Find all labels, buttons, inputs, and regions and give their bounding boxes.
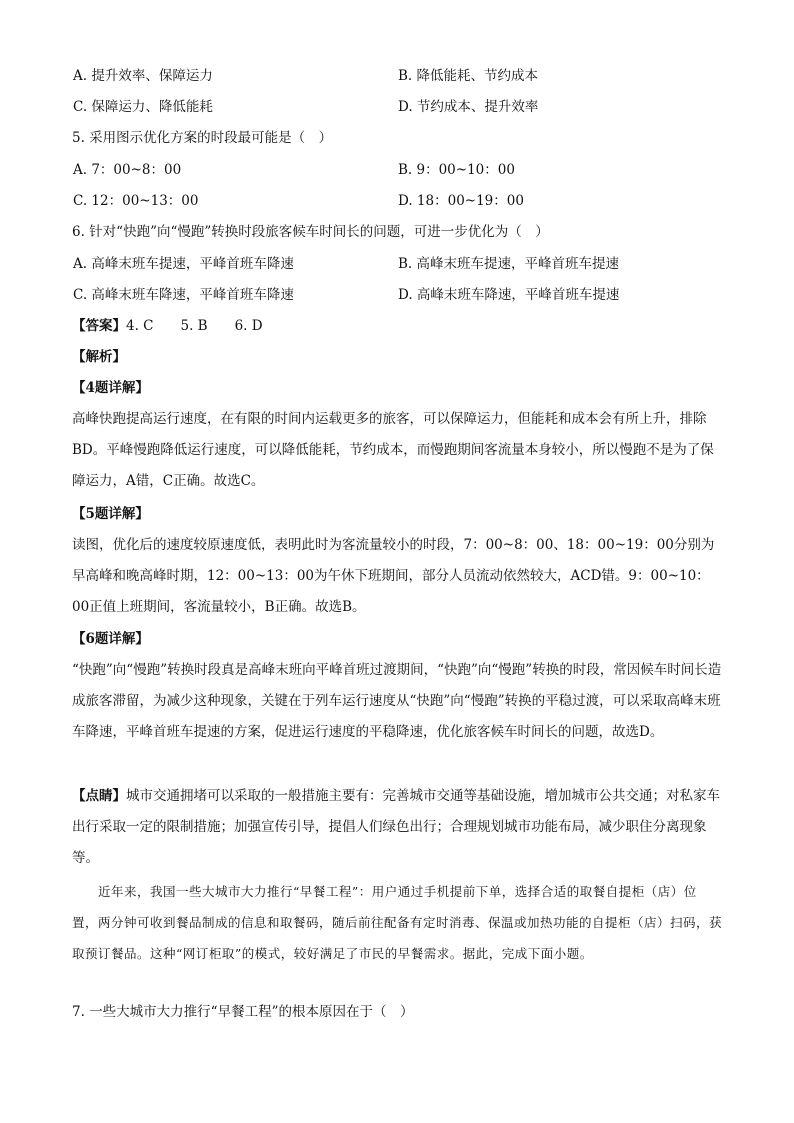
answer-text: 4. C 5. B 6. D bbox=[126, 318, 263, 334]
q4-option-d: D. 节约成本、提升效率 bbox=[398, 99, 539, 115]
answer-line bbox=[72, 316, 263, 336]
q6-option-a: A. 高峰末班车提速，平峰首班车降速 bbox=[73, 256, 294, 272]
q6-stem: 6. 针对“快跑”向“慢跑”转换时段旅客候车时间长的问题，可进一步优化为（ ） bbox=[72, 224, 549, 240]
analysis-label: 【解析】 bbox=[72, 349, 126, 365]
q6-option-c: C. 高峰末班车降速，平峰首班车降速 bbox=[73, 287, 294, 303]
reading-passage bbox=[72, 876, 722, 969]
q4-option-b: B. 降低能耗、节约成本 bbox=[398, 68, 539, 84]
tip-text: 城市交通拥堵可以采取的一般措施主要有：完善城市交通等基础设施，增加城市公共交通；对私家车出行采取一定的限制措施；加强宣传引导，提倡人们绿色出行；合理规划城市功能布局，减少职住分离现象等。 bbox=[72, 788, 720, 866]
q5-option-c: C. 12：00~13：00 bbox=[73, 193, 199, 209]
detail4-text: 高峰快跑提高运行速度，在有限的时间内运载更多的旅客，可以保障运力，但能耗和成本会有所上升，排除BD。平峰慢跑降低运行速度，可以降低能耗，节约成本，而慢跑期间客流量本身较小，所以慢跑不是为了保障运力，A错，C正确。故选C。 bbox=[72, 411, 714, 489]
tip-label: 【点睛】 bbox=[72, 788, 126, 804]
q6-option-d: D. 高峰末班车降速，平峰首班车提速 bbox=[398, 287, 620, 303]
q4-option-c: C. 保障运力、降低能耗 bbox=[73, 99, 213, 115]
q6-option-b: B. 高峰末班车提速，平峰首班车提速 bbox=[398, 256, 620, 272]
q5-option-b: B. 9：00~10：00 bbox=[398, 162, 515, 178]
detail6-label: 【6题详解】 bbox=[72, 631, 149, 647]
q5-option-a: A. 7：00~8：00 bbox=[73, 162, 182, 178]
answer-label: 【答案】 bbox=[72, 318, 126, 334]
q5-stem: 5. 采用图示优化方案的时段最可能是（ ） bbox=[72, 130, 333, 146]
detail4-label: 【4题详解】 bbox=[72, 380, 149, 396]
detail6-text: “快跑”向“慢跑”转换时段真是高峰末班向平峰首班过渡期间，“快跑”向“慢跑”转换的时段，常因候车时间长造成旅客滞留，为减少这种现象，关键在于列车运行速度从“快跑”向“慢跑”转换的平稳过渡，可以采取高峰末班车降速，平峰首班车提速的方案，促进运行速度的平稳降速，优化旅客候车时间长的问题，故选D。 bbox=[72, 662, 722, 740]
q7-stem: 7. 一些大城市大力推行“早餐工程”的根本原因在于（ ） bbox=[72, 1004, 414, 1020]
detail5-text: 读图，优化后的速度较原速度低，表明此时为客流量较小的时段，7：00~8：00、18：00~19：00分别为早高峰和晚高峰时期，12：00~13：00为午休下班期间，部分人员流动依然较大，ACD错。9：00~10：00正值上班期间，客流量较小，B正确。故选B。 bbox=[72, 537, 715, 615]
passage-text: 近年来，我国一些大城市大力推行“早餐工程”：用户通过手机提前下单，选择合适的取餐自提柜（店）位置，两分钟可收到餐品制成的信息和取餐码，随后前往配备有定时消毒、保温或加热功能的自提柜（店）扫码，获取预订餐品。这种“网订柜取”的模式，较好满足了市民的早餐需求。据此，完成下面小题。 bbox=[72, 884, 723, 961]
tip-block bbox=[72, 781, 722, 874]
detail5-label: 【5题详解】 bbox=[72, 506, 149, 522]
q4-option-a: A. 提升效率、保障运力 bbox=[73, 68, 213, 84]
q5-option-d: D. 18：00~19：00 bbox=[398, 193, 524, 209]
